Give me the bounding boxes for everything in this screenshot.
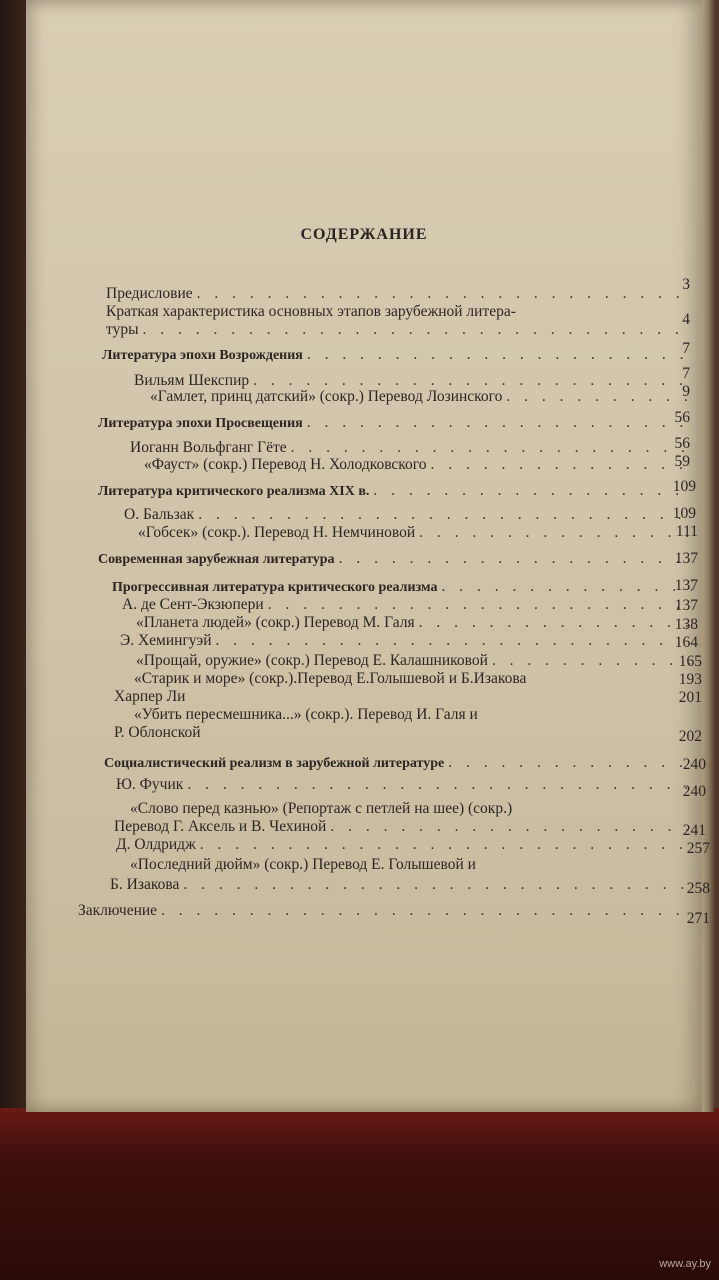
table-of-contents <box>26 0 710 1112</box>
toc-page-number: 240 <box>682 783 706 800</box>
toc-entry <box>106 321 696 339</box>
toc-entry-title: О. Бальзак <box>124 506 195 523</box>
toc-page-number: 202 <box>678 728 702 745</box>
table-surface <box>0 1108 719 1280</box>
toc-entry-title: Ю. Фучик <box>116 776 184 793</box>
toc-entry-title: Заключение <box>78 902 158 919</box>
leader-dots <box>448 754 692 772</box>
toc-section-title: Прогрессивная литература критического реализма <box>112 580 438 595</box>
leader-dots <box>187 776 692 794</box>
toc-page-number: 257 <box>686 840 710 857</box>
toc-section-title: Социалистический реализм в зарубежной литературе <box>104 756 445 771</box>
leader-dots <box>183 876 692 894</box>
toc-page-number: 7 <box>682 365 690 382</box>
toc-page-number: 201 <box>678 689 702 706</box>
toc-page-number: 240 <box>682 756 706 773</box>
toc-entry-title: Харпер Ли <box>114 688 186 705</box>
toc-entry-continuation: Перевод Г. Аксель и В. Чехиной <box>114 818 327 835</box>
toc-entry-title: Краткая характеристика основных этапов зарубежной литера- <box>106 303 516 320</box>
toc-entry <box>106 285 696 303</box>
toc-page-number: 164 <box>674 634 698 651</box>
page-edge <box>700 0 714 1112</box>
watermark: www.ay.by <box>659 1258 711 1270</box>
toc-entry-title: «Гобсек» (сокр.). Перевод Н. Немчиновой <box>138 524 416 541</box>
toc-entry <box>98 482 696 500</box>
toc-entry <box>114 724 696 742</box>
toc-entry <box>114 688 696 706</box>
leader-dots <box>142 321 692 339</box>
toc-entry-title: «Старик и море» (сокр.).Перевод Е.Голышевой и Б.Изакова <box>134 670 527 687</box>
toc-section-title: Литература эпохи Просвещения <box>98 416 303 431</box>
toc-page-number: 109 <box>672 478 696 495</box>
book-page <box>26 0 710 1112</box>
toc-section-title: Литература критического реализма XIX в. <box>98 484 370 499</box>
toc-entry <box>116 776 696 794</box>
leader-dots <box>200 836 692 854</box>
leader-dots <box>198 506 692 524</box>
toc-entry-continuation: Б. Изакова <box>110 876 180 893</box>
toc-entry-title: Д. Олдридж <box>116 836 196 853</box>
toc-entry <box>114 818 696 836</box>
toc-entry-title: «Планета людей» (сокр.) Перевод М. Галя <box>136 614 415 631</box>
toc-entry-title: Иоганн Вольфганг Гёте <box>130 439 287 456</box>
toc-page-number: 193 <box>678 671 702 688</box>
toc-page-number: 111 <box>675 523 698 540</box>
toc-entry <box>122 596 696 614</box>
toc-page-number: 271 <box>686 910 710 927</box>
toc-section-title: Литература эпохи Возрождения <box>102 348 303 363</box>
toc-page-number: 59 <box>674 453 690 470</box>
toc-entry <box>112 578 696 596</box>
toc-entry <box>104 754 696 772</box>
toc-entry-title: А. де Сент-Экзюпери <box>122 596 264 613</box>
toc-entry-title: Вильям Шекспир <box>134 372 250 389</box>
toc-entry <box>136 652 696 670</box>
toc-entry <box>134 670 696 688</box>
toc-entry-title: «Прощай, оружие» (сокр.) Перевод Е. Калашниковой <box>136 652 488 669</box>
toc-entry-title: «Последний дюйм» (сокр.) Перевод Е. Голышевой и <box>130 856 476 873</box>
toc-page-number: 165 <box>678 653 702 670</box>
toc-page-number: 258 <box>686 880 710 897</box>
toc-entry <box>138 524 696 542</box>
toc-entry-title: «Слово перед казнью» (Репортаж с петлей на шее) (сокр.) <box>130 800 513 817</box>
toc-entry <box>150 388 696 406</box>
toc-page-number: 137 <box>674 577 698 594</box>
toc-entry <box>130 439 696 457</box>
page-title: СОДЕРЖАНИЕ <box>300 226 428 243</box>
toc-page-number: 56 <box>674 435 690 452</box>
leader-dots <box>307 346 692 364</box>
toc-page-number: 137 <box>674 550 698 567</box>
toc-entry <box>144 456 696 474</box>
leader-dots <box>197 285 692 303</box>
toc-entry-title: Э. Хемингуэй <box>120 632 212 649</box>
toc-entry-continuation: Р. Облонской <box>114 724 201 741</box>
toc-entry <box>116 836 696 854</box>
toc-entry <box>78 902 696 920</box>
toc-entry-title: Предисловие <box>106 285 193 302</box>
toc-entry-title: «Фауст» (сокр.) Перевод Н. Холодковского <box>144 456 427 473</box>
leader-dots <box>373 482 692 500</box>
leader-dots <box>216 632 692 650</box>
toc-entry <box>102 346 696 364</box>
leader-dots <box>330 818 692 836</box>
leader-dots <box>291 439 692 457</box>
toc-entry <box>136 614 696 632</box>
toc-entry-title: «Убить пересмешника...» (сокр.). Перевод И. Галя и <box>134 706 478 723</box>
toc-entry-continuation: туры <box>106 321 139 338</box>
leader-dots <box>419 614 692 632</box>
toc-page-number: 9 <box>682 383 690 400</box>
toc-page-number: 7 <box>682 340 690 357</box>
leader-dots <box>307 414 692 432</box>
toc-page-number: 109 <box>672 505 696 522</box>
toc-page-number: 3 <box>682 276 690 293</box>
toc-entry <box>98 414 696 432</box>
toc-section-title: Современная зарубежная литература <box>98 552 335 567</box>
toc-page-number: 241 <box>682 822 706 839</box>
toc-page-number: 138 <box>674 616 698 633</box>
toc-entry <box>120 632 696 650</box>
toc-entry <box>98 550 696 568</box>
toc-entry <box>110 876 696 894</box>
toc-page-number: 4 <box>682 311 690 328</box>
leader-dots <box>161 902 692 920</box>
leader-dots <box>419 524 692 542</box>
leader-dots <box>268 596 692 614</box>
leader-dots <box>339 550 692 568</box>
toc-entry-title: «Гамлет, принц датский» (сокр.) Перевод Лозинского <box>150 388 503 405</box>
toc-page-number: 137 <box>674 597 698 614</box>
toc-entry <box>124 506 696 524</box>
toc-page-number: 56 <box>674 409 690 426</box>
